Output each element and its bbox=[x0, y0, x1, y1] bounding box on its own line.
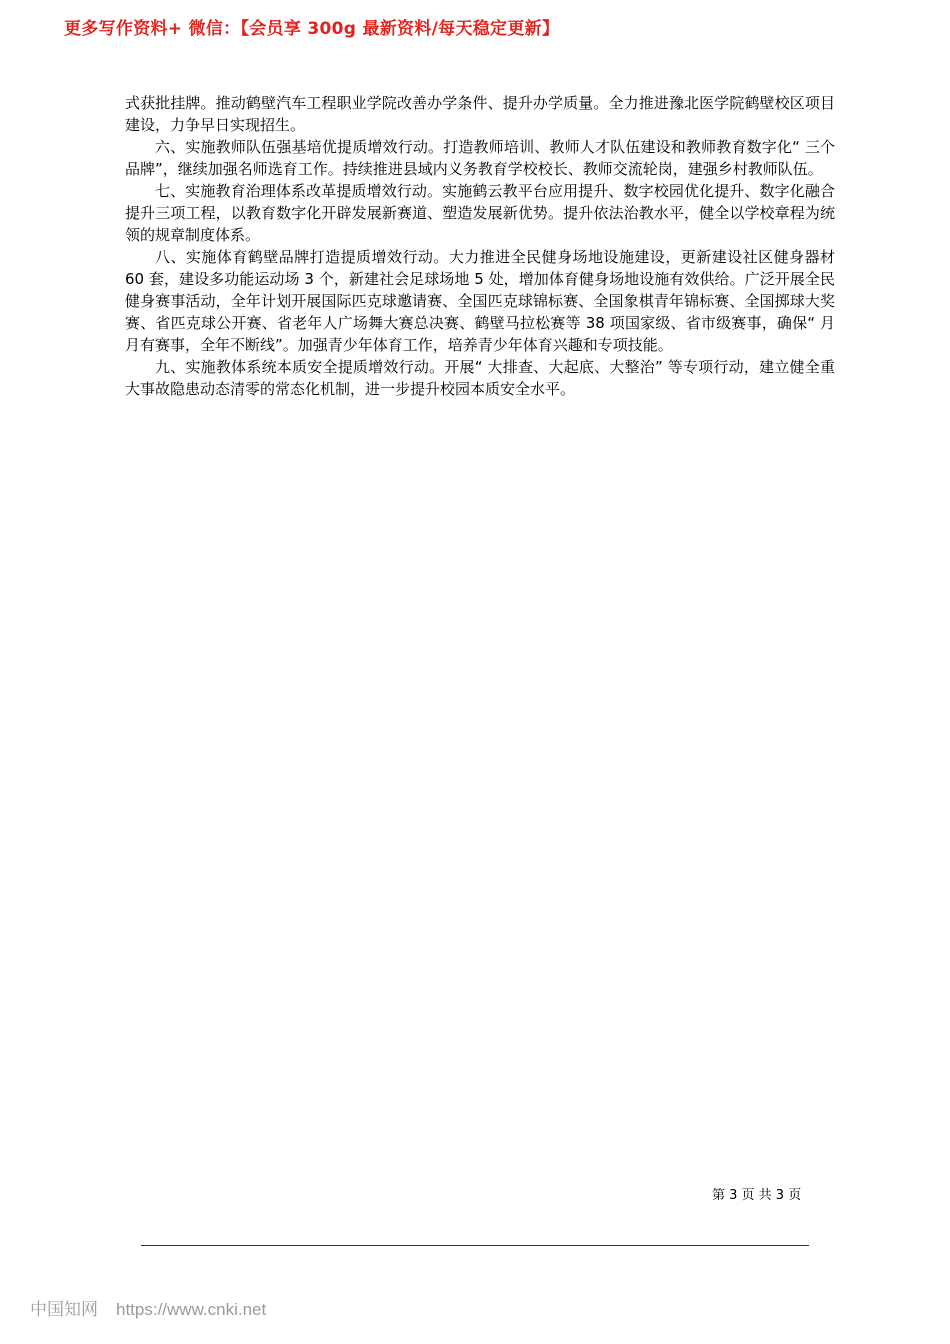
paragraph-section-8: 八、实施体育鹤壁品牌打造提质增效行动。大力推进全民健身场地设施建设，更新建设社区健身器材 60 套，建设多功能运动场 3 个，新建社会足球场地 5 处，增加体育健身场地设施有效供给。广泛开展全民健身赛事活动，全年计划开展国际匹克球邀请赛、全国匹克球锦标赛、全国象棋青年锦标赛、全国掷球大奖赛、省匹克球公开赛、省老年人广场舞大赛总决赛、鹤壁马拉松赛等 38 项国家级、省市级赛事，确保“ 月月有赛事，全年不断线”。加强青少年体育工作，培养青少年体育兴趣和专项技能。 bbox=[125, 248, 835, 354]
footer-divider bbox=[141, 1245, 809, 1246]
cnki-watermark bbox=[30, 1295, 266, 1320]
watermark-brand: 中国知网 bbox=[30, 1300, 98, 1320]
paragraph-continuation: 式获批挂牌。推动鹤壁汽车工程职业学院改善办学条件、提升办学质量。全力推进豫北医学院鹤壁校区项目建设，力争早日实现招生。 bbox=[125, 94, 835, 134]
paragraph-section-9: 九、实施教体系统本质安全提质增效行动。开展“ 大排查、大起底、大整治” 等专项行动，建立健全重大事故隐患动态清零的常态化机制，进一步提升校园本质安全水平。 bbox=[125, 358, 835, 398]
page-number: 第 3 页 共 3 页 bbox=[712, 1188, 802, 1203]
document-body bbox=[125, 92, 835, 400]
paragraph-section-6: 六、实施教师队伍强基培优提质增效行动。打造教师培训、教师人才队伍建设和教师教育数字化“ 三个品牌”，继续加强名师选育工作。持续推进县域内义务教育学校校长、教师交流轮岗，建强乡村教师队伍。 bbox=[125, 138, 835, 178]
paragraph-section-7: 七、实施教育治理体系改革提质增效行动。实施鹤云教平台应用提升、数字校园优化提升、数字化融合提升三项工程，以教育数字化开辟发展新赛道、塑造发展新优势。提升依法治教水平，健全以学校章程为统领的规章制度体系。 bbox=[125, 182, 835, 244]
watermark-url: https://www.cnki.net bbox=[116, 1300, 267, 1319]
promo-banner: 更多写作资料+ 微信：【会员享 300g 最新资料/每天稳定更新】 bbox=[64, 19, 560, 39]
